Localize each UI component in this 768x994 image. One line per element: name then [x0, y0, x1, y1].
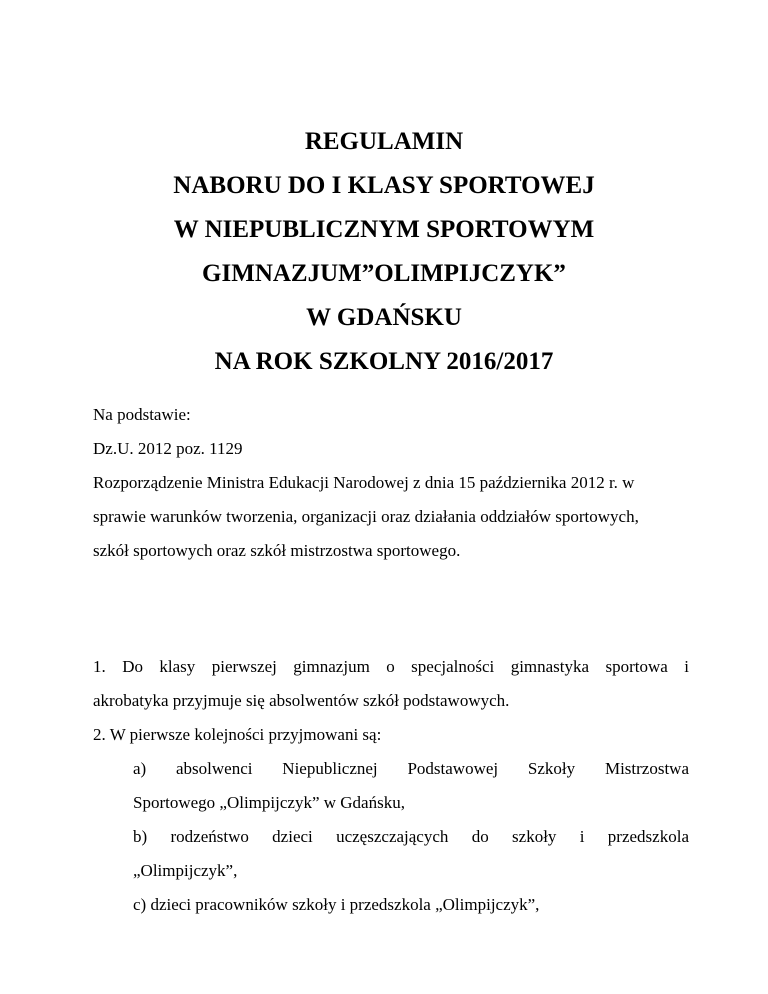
rule-1-line-2: akrobatyka przyjmuje się absolwentów szkół podstawowych.	[93, 691, 510, 710]
legal-act-reference: Dz.U. 2012 poz. 1129	[93, 439, 243, 458]
rules-section	[93, 650, 689, 922]
item-a-line-2: Sportowego „Olimpijczyk” w Gdańsku,	[133, 793, 405, 812]
item-c: c) dzieci pracowników szkoły i przedszkola „Olimpijczyk”,	[133, 895, 540, 914]
legal-basis-label: Na podstawie:	[93, 405, 191, 424]
item-a-line-1: a) absolwenci Niepublicznej Podstawowej Szkoły Mistrzostwa	[133, 759, 689, 778]
rule-2-items	[93, 752, 689, 922]
legal-basis-section	[93, 398, 689, 568]
title-line-1: REGULAMIN	[304, 128, 464, 155]
regulation-text-line-2: sprawie warunków tworzenia, organizacji oraz działania oddziałów sportowych,	[93, 507, 639, 526]
rule-2: 2. W pierwsze kolejności przyjmowani są:	[93, 725, 382, 744]
regulation-text-line-3: szkół sportowych oraz szkół mistrzostwa sportowego.	[93, 541, 461, 560]
document-title	[0, 120, 768, 384]
title-line-5: W GDAŃSKU	[306, 304, 462, 331]
regulation-text-line-1: Rozporządzenie Ministra Edukacji Narodowej z dnia 15 października 2012 r. w	[93, 473, 635, 492]
item-b-line-1: b) rodzeństwo dzieci uczęszczających do szkoły i przedszkola	[133, 827, 689, 846]
title-line-3: W NIEPUBLICZNYM SPORTOWYM	[173, 216, 595, 243]
title-line-4: GIMNAZJUM”OLIMPIJCZYK”	[202, 260, 566, 287]
item-b-line-2: „Olimpijczyk”,	[133, 861, 238, 880]
title-line-6: NA ROK SZKOLNY 2016/2017	[214, 348, 554, 375]
rule-1-line-1: 1. Do klasy pierwszej gimnazjum o specjalności gimnastyka sportowa i	[93, 657, 689, 676]
title-line-2: NABORU DO I KLASY SPORTOWEJ	[173, 172, 595, 199]
